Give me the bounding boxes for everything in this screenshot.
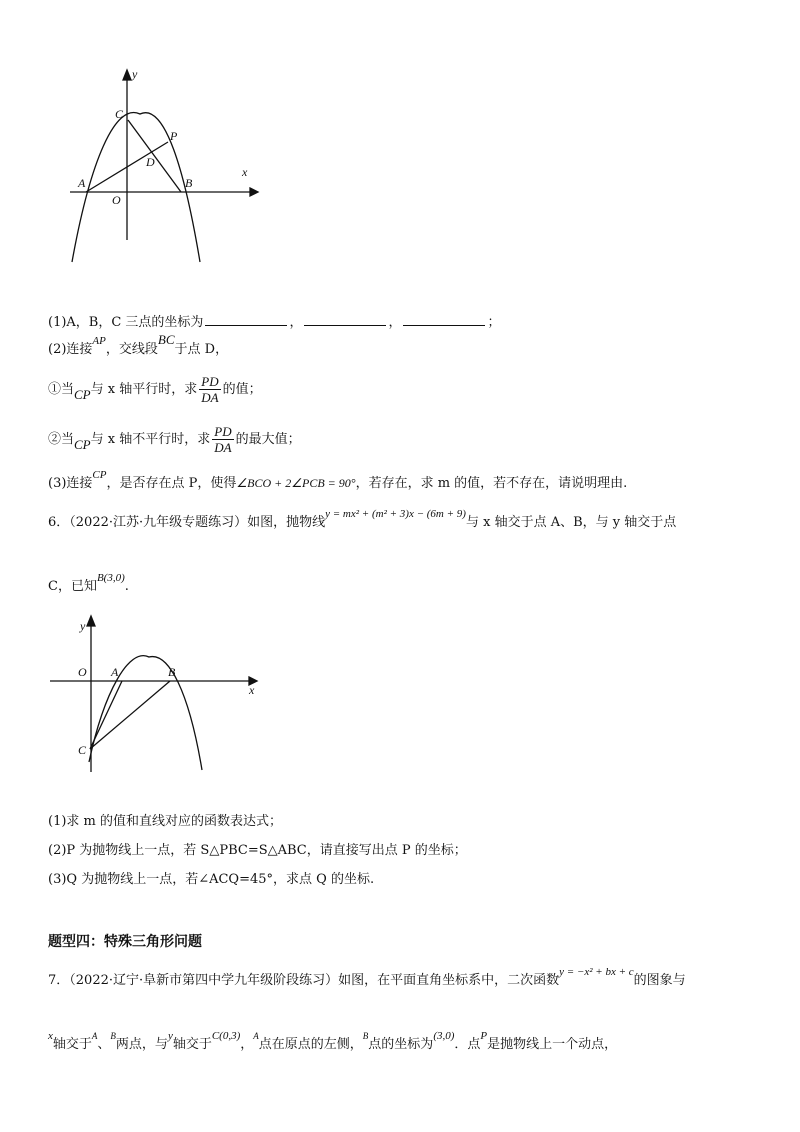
frac-den-2: DA — [214, 440, 232, 455]
section-title: 题型四：特殊三角形问题 — [48, 934, 202, 950]
q7-c: 两点，与 — [115, 1037, 168, 1052]
label-A: A — [111, 665, 119, 679]
q7-line2 — [48, 1030, 618, 1054]
answer-blank-C[interactable] — [403, 313, 485, 326]
frac-num-1: PD — [201, 374, 219, 389]
q7-d: 轴交于 — [172, 1037, 212, 1052]
q6-part1: (1)求 m 的值和直线对应的函数表达式； — [48, 814, 283, 829]
label-C: C — [115, 107, 124, 121]
sep-2: ， — [388, 315, 402, 330]
q7-g: 点的坐标为 — [368, 1037, 434, 1052]
label-x: x — [242, 165, 248, 179]
label-O: O — [78, 665, 87, 679]
q7-b: 、 — [97, 1037, 111, 1052]
q7-C: C(0,3) — [211, 1030, 241, 1042]
fraction-pd-da-2 — [212, 424, 233, 455]
q6-head-end: 与 x 轴交于点 A、B，与 y 轴交于点 — [465, 515, 677, 530]
q7-h: ．点 — [454, 1037, 481, 1052]
frac-den-1: DA — [201, 390, 219, 405]
fraction-pd-da-1 — [199, 374, 220, 405]
parabola — [89, 656, 202, 770]
q6-b-point: B(3,0) — [96, 572, 125, 584]
q5-p2-a: (2)连接 — [48, 342, 93, 357]
y-axis-arrow — [87, 616, 95, 626]
q5-p3-b: ，是否存在点 P，使得 — [106, 476, 237, 491]
q7-f: 点在原点的左侧， — [258, 1037, 363, 1052]
q6-line2-end: . — [124, 579, 129, 594]
q5-c2-cp: CP — [74, 437, 91, 452]
q6-header — [48, 508, 677, 532]
q7-x: x — [48, 1030, 53, 1042]
answer-blank-B[interactable] — [304, 313, 386, 326]
q5-c2-b: 与 x 轴不平行时，求 — [90, 432, 211, 447]
label-y: y — [132, 67, 138, 81]
label-D: D — [146, 155, 155, 169]
figure-parabola-1 — [60, 62, 270, 272]
q5-case1 — [48, 372, 262, 407]
q7-i: 是抛物线上一个动点， — [487, 1037, 618, 1052]
q5-p2-bc: BC — [157, 332, 175, 347]
q6-formula: y = mx² + (m² + 3)x − (6m + 9) — [325, 508, 466, 520]
q6-part2: (2)P 为抛物线上一点，若 S△PBC=S△ABC，请直接写出点 P 的坐标； — [48, 843, 467, 858]
q5-c1-a: ①当 — [48, 382, 75, 397]
q5-p2-b: ，交线段 — [105, 342, 158, 357]
sep-end: ； — [487, 315, 501, 330]
q5-p2-c: 于点 D， — [174, 342, 229, 357]
q6-part3: (3)Q 为抛物线上一点，若∠ACQ=45°，求点 Q 的坐标. — [48, 872, 375, 887]
label-P: P — [170, 129, 178, 143]
answer-blank-A[interactable] — [205, 313, 287, 326]
label-B: B — [168, 665, 176, 679]
q7-B: B — [110, 1031, 116, 1041]
label-x: x — [249, 683, 255, 697]
q7-head-end: 的图象与 — [633, 973, 686, 988]
q5-c1-c: 的值； — [222, 382, 262, 397]
label-y: y — [80, 619, 86, 633]
q5-part1-text: (1)A，B，C 三点的坐标为 — [48, 315, 204, 330]
q5-part3 — [48, 469, 628, 493]
q6-head: 6．（2022·江苏·九年级专题练习）如图，抛物线 — [48, 515, 326, 530]
y-axis-arrow — [123, 70, 131, 80]
q5-p3-a: (3)连接 — [48, 476, 93, 491]
q5-case2 — [48, 422, 301, 457]
q5-p3-angle: ∠BCO + 2∠PCB = 90° — [236, 476, 356, 490]
label-C: C — [78, 743, 87, 757]
q5-p3-c: ，若存在，求 m 的值，若不存在，请说明理由. — [355, 476, 628, 491]
q7-B2: B — [362, 1031, 369, 1041]
q7-coord: (3,0) — [433, 1030, 455, 1042]
q6-line2-a: C，已知 — [48, 579, 97, 594]
label-A: A — [78, 176, 86, 190]
figure-parabola-2 — [44, 612, 274, 777]
parabola — [72, 112, 200, 262]
q5-p2-ap: AP — [92, 335, 106, 347]
label-B: B — [185, 176, 193, 190]
q7-A: A — [91, 1031, 98, 1041]
q7-e: ， — [240, 1037, 254, 1052]
q5-c2-a: ②当 — [48, 432, 75, 447]
q6-line2 — [48, 572, 129, 596]
q7-a: 轴交于 — [52, 1037, 92, 1052]
q7-formula: y = −x² + bx + c — [559, 966, 634, 978]
frac-num-2: PD — [214, 424, 232, 439]
q7-header — [48, 966, 686, 990]
q5-p3-cp: CP — [92, 469, 107, 481]
q5-c1-cp: CP — [74, 387, 91, 402]
q5-part1 — [48, 313, 500, 332]
segment-CA — [90, 681, 122, 749]
q5-c2-c: 的最大值； — [235, 432, 301, 447]
sep-1: ， — [289, 315, 303, 330]
q7-head: 7．（2022·辽宁·阜新市第四中学九年级阶段练习）如图，在平面直角坐标系中，二次函数 — [48, 973, 560, 988]
x-axis-arrow — [250, 188, 258, 196]
label-O: O — [112, 193, 121, 207]
q7-A2: A — [253, 1031, 259, 1041]
q7-y: y — [167, 1030, 173, 1042]
q7-P: P — [480, 1030, 488, 1042]
q5-c1-b: 与 x 轴平行时，求 — [90, 382, 198, 397]
q5-part2 — [48, 332, 229, 359]
